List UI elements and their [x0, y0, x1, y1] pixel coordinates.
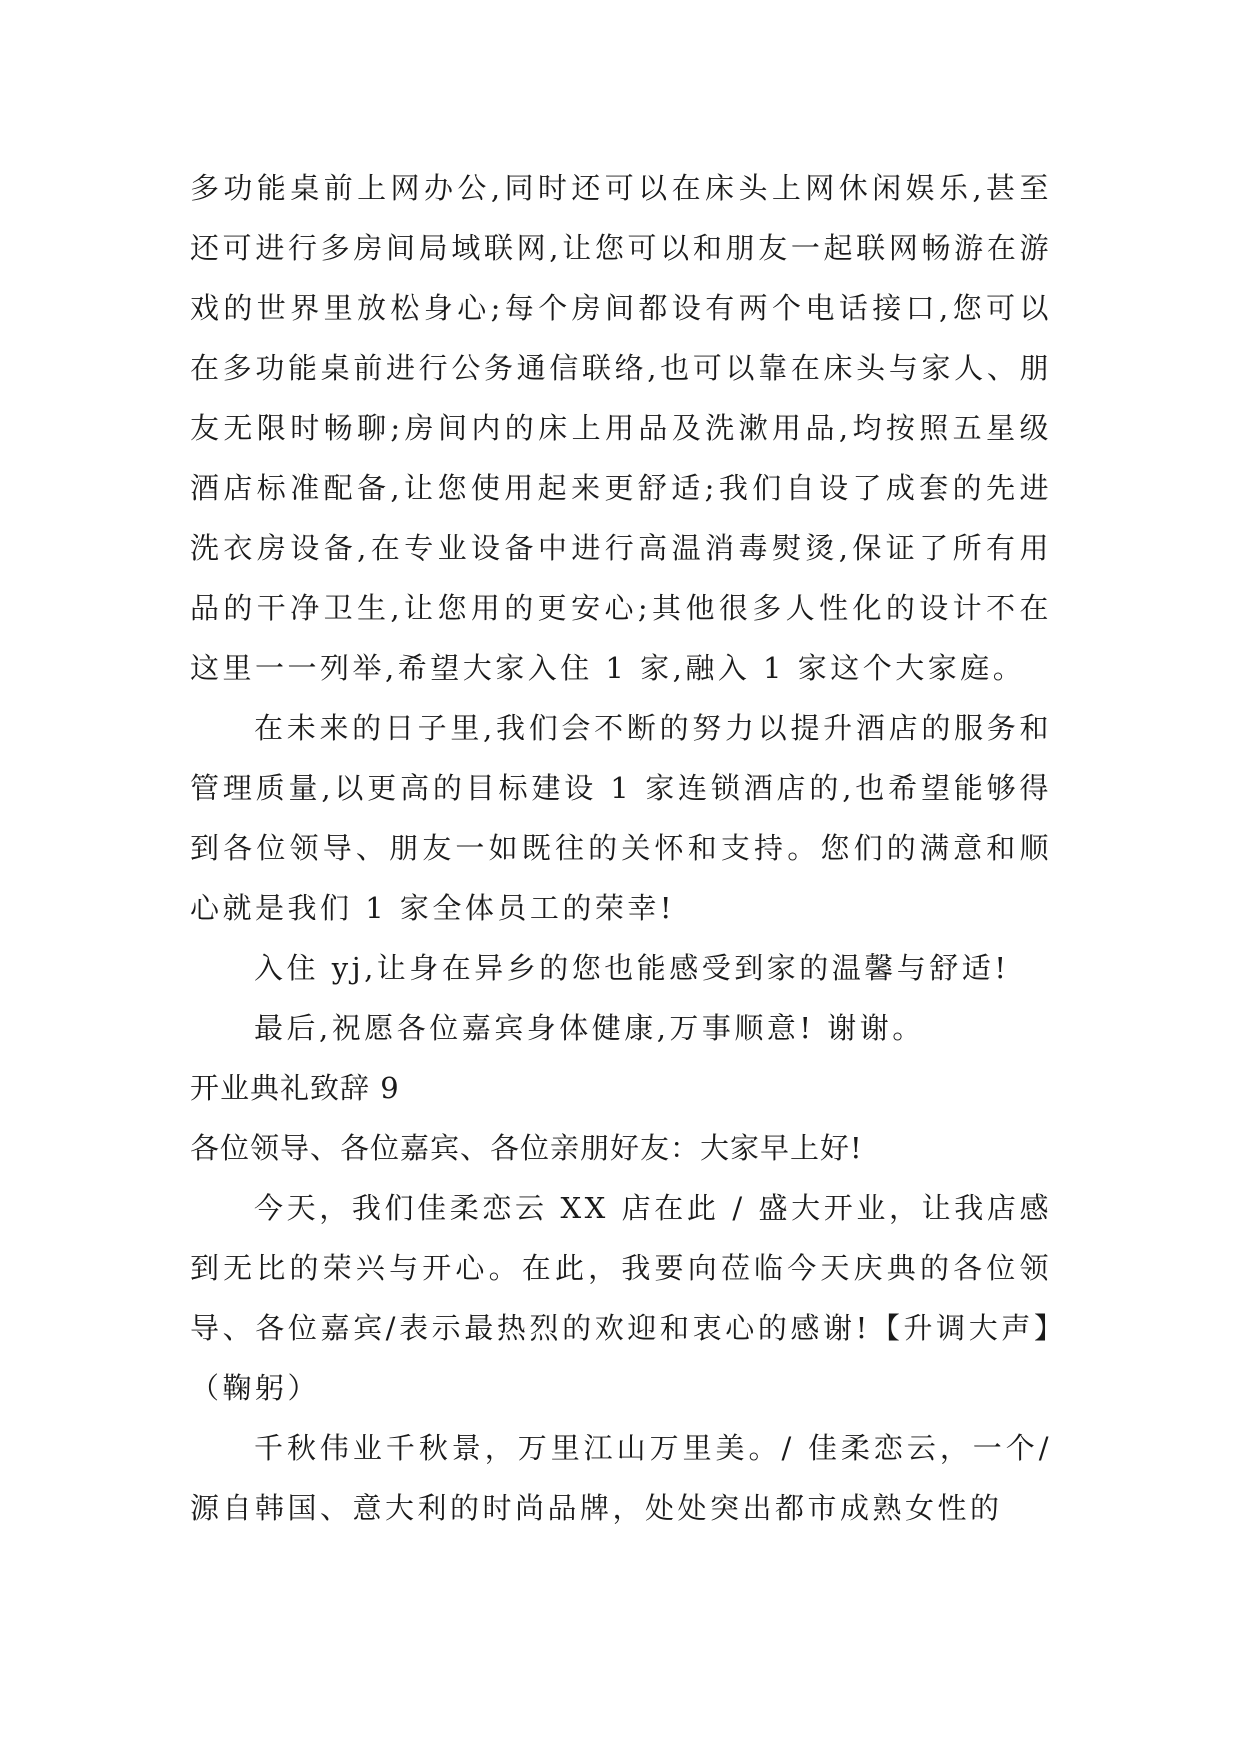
section-title: 开业典礼致辞 9 [190, 1071, 400, 1105]
salutation: 各位领导、各位嘉宾、各位亲朋好友：大家早上好! [190, 1131, 863, 1165]
paragraph-closing-wishes: 最后,祝愿各位嘉宾身体健康,万事顺意! 谢谢。 [254, 1011, 925, 1045]
paragraph-brand-intro: 千秋伟业千秋景，万里江山万里美。/ 佳柔恋云，一个/源自韩国、意大利的时尚品牌，处处突出都市成熟女性的 [190, 1431, 1052, 1525]
paragraph-welcome-stay: 入住 yj,让身在异乡的您也能感受到家的温馨与舒适! [254, 951, 1010, 985]
document-body [190, 158, 1052, 1538]
paragraph-future-plans: 在未来的日子里,我们会不断的努力以提升酒店的服务和管理质量,以更高的目标建设 1 家连锁酒店的,也希望能够得到各位领导、朋友一如既往的关怀和支持。您们的满意和顺心就是我们 1 家全体员工的荣幸! [190, 711, 1052, 925]
paragraph-opening-today: 今天，我们佳柔恋云 XX 店在此 / 盛大开业，让我店感到无比的荣兴与开心。在此，我要向莅临今天庆典的各位领导、各位嘉宾/表示最热烈的欢迎和衷心的感谢!【升调大声】（鞠躬） [190, 1191, 1052, 1405]
paragraph-room-amenities: 多功能桌前上网办公,同时还可以在床头上网休闲娱乐,甚至还可进行多房间局域联网,让您可以和朋友一起联网畅游在游戏的世界里放松身心;每个房间都设有两个电话接口,您可以在多功能桌前进行公务通信联络,也可以靠在床头与家人、朋友无限时畅聊;房间内的床上用品及洗漱用品,均按照五星级酒店标准配备,让您使用起来更舒适;我们自设了成套的先进洗衣房设备,在专业设备中进行高温消毒熨烫,保证了所有用品的干净卫生,让您用的更安心;其他很多人性化的设计不在这里一一列举,希望大家入住 1 家,融入 1 家这个大家庭。 [190, 171, 1052, 685]
